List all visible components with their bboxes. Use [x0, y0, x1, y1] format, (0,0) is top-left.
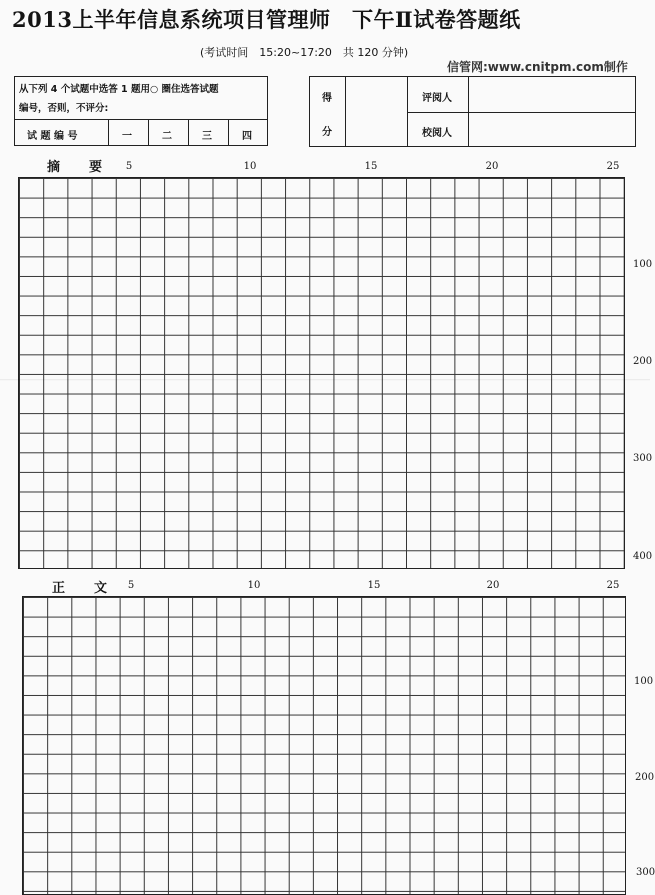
body-column-tick: 15: [367, 580, 381, 591]
body-column-tick: 25: [606, 580, 620, 591]
score-value-field[interactable]: [346, 77, 407, 146]
reviewer-field[interactable]: [469, 77, 635, 112]
score-box: [309, 76, 636, 147]
body-label: 正 文: [52, 581, 116, 596]
question-option-2[interactable]: 二: [162, 131, 172, 142]
body-writing-grid[interactable]: [22, 596, 626, 895]
body-column-tick: 10: [247, 580, 261, 591]
abstract-column-tick: 10: [243, 161, 257, 172]
score-label-fen: 分: [322, 127, 332, 138]
abstract-column-tick: 20: [485, 161, 499, 172]
abstract-label: 摘 要: [47, 160, 111, 175]
body-column-tick: 20: [486, 580, 500, 591]
question-option-3[interactable]: 三: [202, 131, 212, 142]
body-word-count: 100: [634, 676, 654, 687]
selection-instruction-line1: 从下列 4 个试题中选答 1 题用○ 圈住选答试题: [19, 84, 219, 95]
abstract-column-tick: 5: [125, 161, 133, 172]
reviewer-label: 评阅人: [422, 93, 452, 104]
body-column-tick: 5: [127, 580, 135, 591]
abstract-writing-grid[interactable]: [18, 177, 625, 569]
abstract-word-count: 300: [633, 453, 653, 464]
body-word-count: 200: [635, 772, 655, 783]
question-selection-box: [14, 76, 268, 146]
checker-label: 校阅人: [422, 128, 452, 139]
abstract-word-count: 100: [633, 259, 653, 270]
body-word-count: 300: [636, 867, 655, 878]
question-option-1[interactable]: 一: [122, 131, 132, 142]
score-label-de: 得: [322, 93, 332, 104]
checker-field[interactable]: [469, 113, 635, 146]
abstract-column-tick: 15: [364, 161, 378, 172]
selection-instruction-line2: 编号，否则，不评分:: [19, 103, 109, 114]
abstract-word-count: 400: [633, 551, 653, 562]
site-watermark: 信管网:www.cnitpm.com制作: [447, 60, 628, 74]
abstract-column-tick: 25: [606, 161, 620, 172]
abstract-word-count: 200: [633, 356, 653, 367]
exam-time: (考试时间 15:20~17:20 共 120 分钟): [200, 46, 409, 59]
question-number-label: 试 题 编 号: [27, 131, 78, 142]
question-option-4[interactable]: 四: [242, 131, 252, 142]
page-title: 2013上半年信息系统项目管理师 下午Ⅱ试卷答题纸: [12, 7, 521, 32]
paper-fold: [0, 379, 650, 381]
